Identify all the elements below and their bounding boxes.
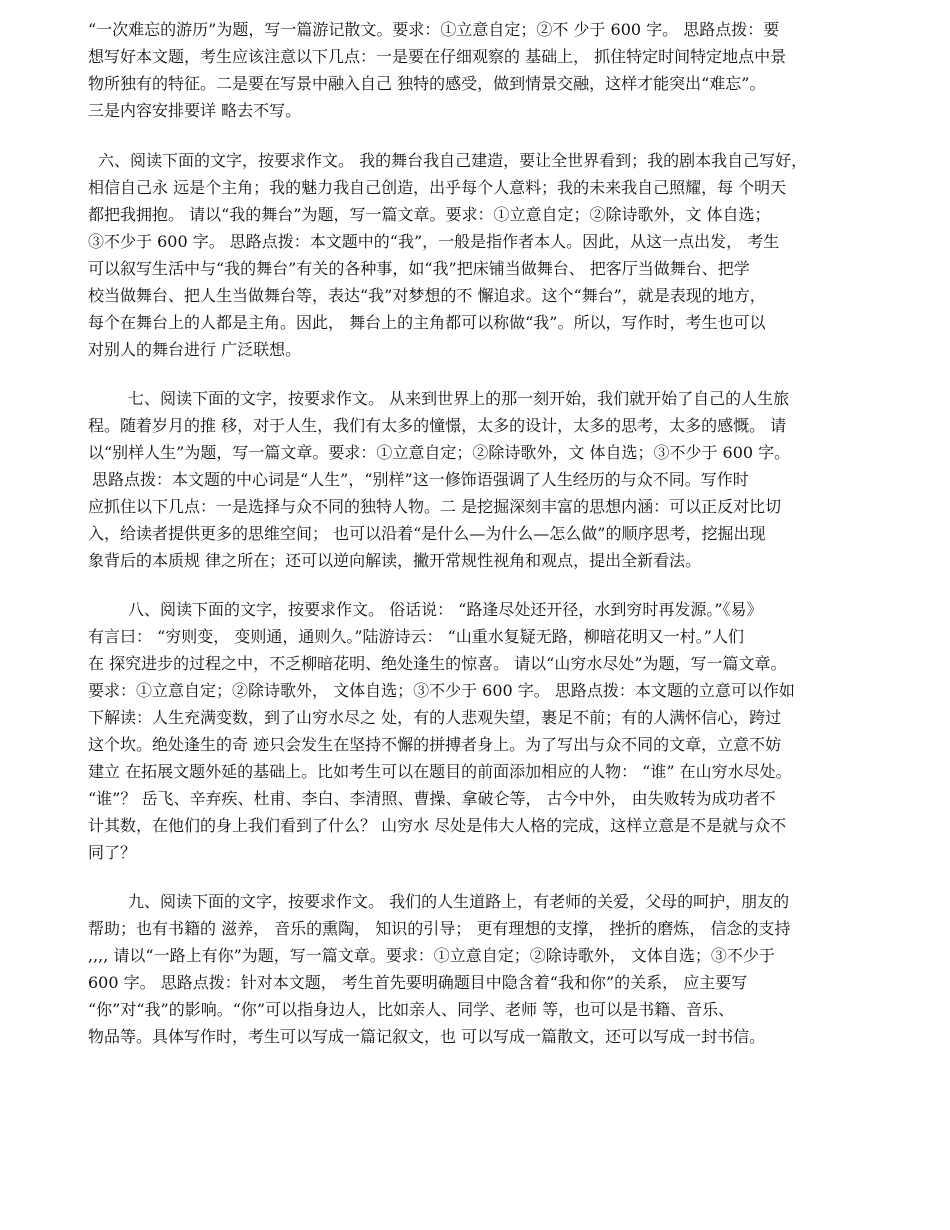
text-line: 同了？ [88,843,137,862]
paragraph-eight [88,596,910,866]
text-line: 在 探究进步的过程之中，不乏柳暗花明、绝处逢生的惊喜。 请以“山穷水尽处”为题，写一篇文章。 [88,654,787,673]
text-line: “一次难忘的游历”为题，写一篇游记散文。要求：①立意自定；②不 少于 600 字。 思路点拨：要 [88,20,780,39]
text-line: ,,,, 请以“一路上有你”为题，写一篇文章。要求：①立意自定；②除诗歌外， 文体自选；③不少于 [88,946,775,965]
text-line: 九、阅读下面的文字，按要求作文。 我们的人生道路上，有老师的关爱，父母的呵护，朋友的 [128,892,790,911]
text-line: 对别人的舞台进行 广泛联想。 [88,340,302,359]
text-line: 要求：①立意自定；②除诗歌外， 文体自选；③不少于 600 字。 思路点拨：本文题的立意可以作如 [88,681,795,700]
text-line: 物所独有的特征。二是要在写景中融入自己 独特的感受，做到情景交融，这样才能突出“难忘”。 [88,74,766,93]
text-line: 应抓住以下几点：一是选择与众不同的独特人物。二 是挖掘深刻丰富的思想内涵：可以正反对比切 [88,497,782,516]
text-line: “谁”？ 岳飞、辛弃疾、杜甫、李白、李清照、曹操、拿破仑等， 古今中外， 由失败转为成功者不 [88,789,776,808]
text-line: 相信自己永 远是个主角；我的魅力我自己创造，出乎每个人意料；我的未来我自己照耀，每 个明天 [88,178,787,197]
text-line: 这个坎。绝处逢生的奇 迹只会发生在坚持不懈的拼搏者身上。为了写出与众不同的文章，立意不妨 [88,735,782,754]
text-line: 校当做舞台、把人生当做舞台等，表达“我”对梦想的不 懈追求。这个“舞台”，就是表现的地方， [88,286,766,305]
text-line: 八、阅读下面的文字，按要求作文。 俗话说： “路逢尽处还开径，水到穷时再发源。”《易》 [128,600,763,619]
text-line: 六、阅读下面的文字，按要求作文。 我的舞台我自己建造，要让全世界看到；我的剧本我自己写好， [98,151,808,170]
text-line: 有言曰： “穷则变， 变则通，通则久。”陆游诗云： “山重水复疑无路，柳暗花明又一村。”人们 [88,627,744,646]
text-line: 都把我拥抱。 请以“我的舞台”为题，写一篇文章。要求：①立意自定；②除诗歌外，文 体自选； [88,205,771,224]
paragraph-nine [88,888,910,1050]
text-line: 三是内容安排要详 略去不写。 [88,101,302,120]
document-page [88,16,910,1050]
text-line: 建立 在拓展文题外延的基础上。比如考生可以在题目的前面添加相应的人物： “谁” 在山穷水尽处。 [88,762,792,781]
text-line: 程。随着岁月的推 移，对于人生，我们有太多的憧憬，太多的设计，太多的思考，太多的感慨。 请 [88,416,787,435]
text-line: 象背后的本质规 律之所在；还可以逆向解读，撇开常规性视角和观点，提出全新看法。 [88,551,702,570]
text-line: 帮助；也有书籍的 滋养， 音乐的熏陶， 知识的引导； 更有理想的支撑， 挫折的磨炼， 信念的支持 [88,919,791,938]
text-line: 下解读：人生充满变数，到了山穷水尽之 处，有的人悲观失望，裹足不前；有的人满怀信心，跨过 [88,708,782,727]
text-line: “你”对“我”的影响。“你”可以指身边人，比如亲人、同学、老师 等，也可以是书籍、音乐、 [88,1000,735,1019]
text-line: 计其数，在他们的身上我们看到了什么？ 山穷水 尽处是伟大人格的完成，这样立意是不是就与众不 [88,816,787,835]
text-line: 想写好本文题，考生应该注意以下几点：一是要在仔细观察的 基础上， 抓住特定时间特定地点中景 [88,47,787,66]
text-line: 可以叙写生活中与“我的舞台”有关的各种事，如“我”把床铺当做舞台、 把客厅当做舞台、把学 [88,259,750,278]
paragraph-six [88,147,910,363]
text-line: 以“别样人生”为题，写一篇文章。要求：①立意自定；②除诗歌外，文 体自选；③不少于 600 字。 [88,443,791,462]
text-line: 600 字。 思路点拨：针对本文题， 考生首先要明确题目中隐含着“我和你”的关系， 应主要写 [88,973,748,992]
text-line: 每个在舞台上的人都是主角。因此， 舞台上的主角都可以称做“我”。所以，写作时，考生也可以 [88,313,766,332]
text-line: ③不少于 600 字。 思路点拨：本文题中的“我”，一般是指作者本人。因此，从这一点出发， 考生 [88,232,780,251]
paragraph-travel-essay [88,16,910,124]
text-line: 思路点拨：本文题的中心词是“人生”，“别样”这一修饰语强调了人生经历的与众不同。写作时 [92,470,749,489]
text-line: 入，给读者提供更多的思维空间； 也可以沿着“是什么—为什么—怎么做”的顺序思考，挖掘出现 [88,524,766,543]
text-line: 七、阅读下面的文字，按要求作文。 从来到世界上的那一刻开始，我们就开始了自己的人生旅 [128,389,790,408]
paragraph-seven [88,385,910,574]
text-line: 物品等。具体写作时，考生可以写成一篇记叙文，也 可以写成一篇散文，还可以写成一封书信。 [88,1027,766,1046]
